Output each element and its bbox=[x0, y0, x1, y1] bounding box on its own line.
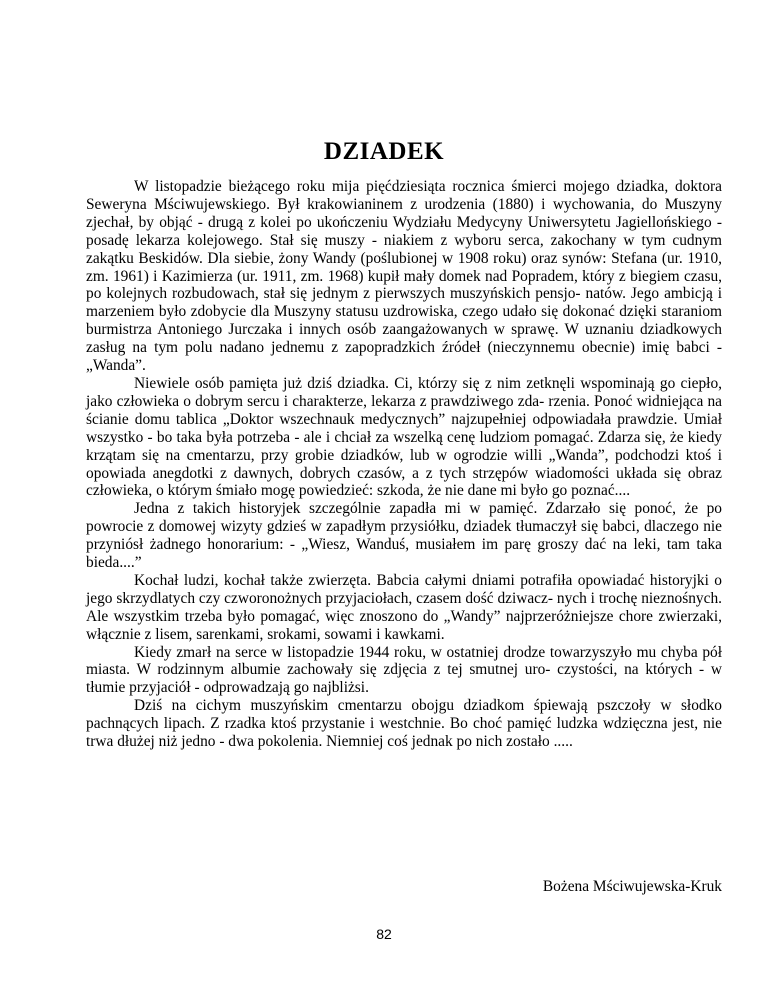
paragraph-5: Kiedy zmarł na serce w listopadzie 1944 roku, w ostatniej drodze towarzyszyło mu chyba pół miasta. W rodzinnym albumie zachowały się zdjęcia z tej smutnej uro- czystości, na których - w tłumie przyjaciół - odprowadzają go najbliżsi. bbox=[86, 643, 722, 697]
author-signature: Bożena Mściwujewska-Kruk bbox=[542, 878, 722, 895]
paragraph-3: Jedna z takich historyjek szczególnie zapadła mi w pamięć. Zdarzało się ponoć, że po powrocie z domowej wizyty gdzieś w zapadłym przysiółku, dziadek tłumaczył się babci, dlaczego nie przyniósł żadnego honorarium: - „Wiesz, Wanduś, musiałem im parę groszy dać na leki, tam taka bieda....” bbox=[86, 500, 722, 572]
article-body bbox=[86, 178, 722, 751]
paragraph-6: Dziś na cichym muszyńskim cmentarzu obojgu dziadkom śpiewają pszczoły w słodko pachnących lipach. Z rzadka ktoś przystanie i westchnie. Bo choć pamięć ludzka wdzięczna jest, nie trwa dłużej niż jedno - dwa pokolenia. Niemniej coś jednak po nich zostało ..... bbox=[86, 697, 722, 751]
page-title: DZIADEK bbox=[323, 138, 445, 165]
paragraph-2: Niewiele osób pamięta już dziś dziadka. Ci, którzy się z nim zetknęli wspominają go ciepło, jako człowieka o dobrym sercu i charakterze, lekarza z prawdziwego zda- rzenia. Ponoć widniejąca na ścianie domu tablica „Doktor wszechnauk medycznych” najzupełniej odpowiadała prawdzie. Umiał wszystko - bo taka była potrzeba - ale i chciał za wszelką cenę ludziom pomagać. Zdarza się, że kiedy krzątam się na cmentarzu, przy grobie dziadków, lub w ogrodzie willi „Wanda”, podchodzi ktoś i opowiada anegdotki z dawnych, dobrych czasów, a z tych strzępów wiadomości układa się obraz człowieka, o którym śmiało mogę powiedzieć: szkoda, że nie dane mi było go poznać.... bbox=[86, 374, 722, 500]
paragraph-4: Kochał ludzi, kochał także zwierzęta. Babcia całymi dniami potrafiła opowiadać historyjki o jego skrzydlatych czy czworonożnych przyjaciołach, czasem dość dziwacz- nych i trochę nieznośnych. Ale wszystkim trzeba było pomagać, więc znoszono do „Wandy” najprzeróżniejsze chore zwierzaki, włącznie z lisem, sarenkami, srokami, sowami i kawkami. bbox=[86, 571, 722, 643]
paragraph-1: W listopadzie bieżącego roku mija pięćdziesiąta rocznica śmierci mojego dziadka, doktora Seweryna Mściwujewskiego. Był krakowianinem z urodzenia (1880) i wychowania, do Muszyny zjechał, by objąć - drugą z kolei po ukończeniu Wydziału Medycyny Uniwersytetu Jagiellońskiego - posadę lekarza kolejowego. Stał się muszy - niakiem z wyboru serca, zakochany w tym cudnym zakątku Beskidów. Dla siebie, żony Wandy (poślubionej w 1908 roku) oraz synów: Stefana (ur. 1910, zm. 1961) i Kazimierza (ur. 1911, zm. 1968) kupił mały domek nad Popradem, który z biegiem czasu, po kolejnych rozbudowach, stał się jednym z pierwszych muszyńskich pensjo- natów. Jego ambicją i marzeniem było zdobycie dla Muszyny statusu uzdrowiska, czego udało się dokonać dzięki staraniom burmistrza Antoniego Jurczaka i innych osób zaangażowanych w sprawę. W uznaniu dziadkowych zasług na tym polu nadano jednemu z zapopradzkich źródeł (nieczynnemu obecnie) imię babci - „Wanda”. bbox=[86, 178, 722, 375]
page-number: 82 bbox=[376, 926, 392, 942]
